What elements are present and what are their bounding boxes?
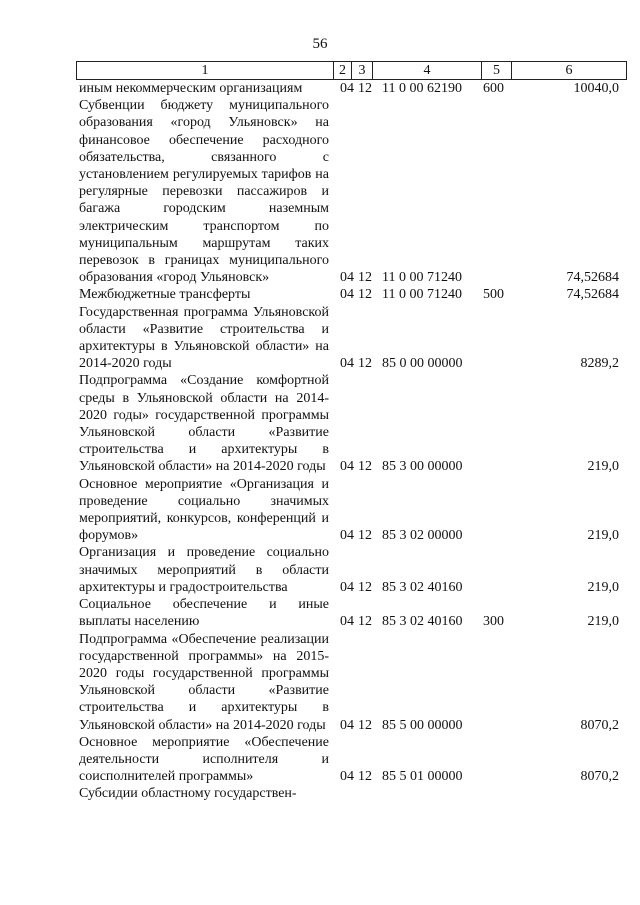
row-subsection: 12 xyxy=(358,769,372,785)
row-amount: 10040,0 xyxy=(573,81,619,96)
row-section: 04 xyxy=(340,579,354,595)
row-amount: 8289,2 xyxy=(580,356,619,372)
row-target-code: 85 3 00 00000 xyxy=(382,459,463,475)
row-target-code: 11 0 00 62190 xyxy=(382,81,462,96)
row-target-code: 85 3 02 00000 xyxy=(382,528,463,544)
row-subsection: 12 xyxy=(358,356,372,372)
table-row xyxy=(79,785,619,802)
row-description: Социальное обеспечение и иные выплаты населению xyxy=(79,597,329,630)
row-description: Межбюджетные трансферты xyxy=(79,287,251,303)
row-description: Государственная программа Ульяновской области «Развитие строительства и архитектуры в Ульяновской области» на 2014-2020 годы xyxy=(79,304,329,372)
row-expense-type: 600 xyxy=(483,81,504,96)
col-4-header: 4 xyxy=(373,62,482,80)
row-subsection: 12 xyxy=(358,579,372,595)
row-description: Основное мероприятие «Обеспечение деятельности исполнителя и соисполнителей программы» xyxy=(79,734,329,785)
row-description: Основное мероприятие «Организация и проведение социально значимых мероприятий, конкурсов, конференций и форумов» xyxy=(79,476,329,544)
row-amount: 74,52684 xyxy=(566,287,619,303)
row-amount: 74,52684 xyxy=(566,270,619,286)
row-section: 04 xyxy=(340,528,354,544)
col-5-header: 5 xyxy=(482,62,512,80)
row-section: 04 xyxy=(340,614,354,630)
row-description: Субсидии областному государствен- xyxy=(79,786,297,802)
row-section: 04 xyxy=(340,769,354,785)
row-section: 04 xyxy=(340,356,354,372)
row-description: иным некоммерческим организациям xyxy=(79,81,303,96)
row-target-code: 11 0 00 71240 xyxy=(382,287,462,303)
col-6-header: 6 xyxy=(512,62,627,80)
row-subsection: 12 xyxy=(358,717,372,733)
row-amount: 8070,2 xyxy=(580,769,619,785)
row-section: 04 xyxy=(340,287,354,303)
table-header xyxy=(76,61,627,80)
row-section: 04 xyxy=(340,717,354,733)
row-amount: 8070,2 xyxy=(580,717,619,733)
row-subsection: 12 xyxy=(358,81,372,96)
table-row xyxy=(79,80,619,97)
row-description: Субвенции бюджету муниципального образования «город Ульяновск» на финансовое обеспечение расходного обязательства, связанного с установлением регулируемых тарифов на регулярные перевозки пассажиров и багажа городским наземным электрическим транспортом по муниципальным маршрутам таких перевозок в границах муниципального образования «город Ульяновск» xyxy=(79,98,329,286)
table-row xyxy=(79,631,619,734)
row-section: 04 xyxy=(340,270,354,286)
table-row xyxy=(79,596,619,630)
row-description: Подпрограмма «Создание комфортной среды в Ульяновской области на 2014-2020 годы» государственной программы Ульяновской области «Развитие строительства и архитектуры в Ульяновской области» на 2014-2020 годы xyxy=(79,373,329,475)
table-row xyxy=(79,372,619,475)
row-target-code: 85 5 01 00000 xyxy=(382,769,463,785)
page-number: 56 xyxy=(312,36,328,52)
row-target-code: 11 0 00 71240 xyxy=(382,270,462,286)
row-subsection: 12 xyxy=(358,270,372,286)
col-1-header: 1 xyxy=(77,62,334,80)
row-amount: 219,0 xyxy=(587,459,619,475)
table-row xyxy=(79,97,619,286)
row-expense-type: 300 xyxy=(483,614,504,630)
table-row xyxy=(79,286,619,303)
row-target-code: 85 3 02 40160 xyxy=(382,579,463,595)
row-amount: 219,0 xyxy=(587,579,619,595)
row-description: Организация и проведение социально значимых мероприятий в области архитектуры и градостроительства xyxy=(79,545,329,595)
row-section: 04 xyxy=(340,81,354,96)
row-target-code: 85 5 00 00000 xyxy=(382,717,463,733)
row-subsection: 12 xyxy=(358,528,372,544)
row-target-code: 85 0 00 00000 xyxy=(382,356,463,372)
row-subsection: 12 xyxy=(358,614,372,630)
table-row xyxy=(79,734,619,786)
row-subsection: 12 xyxy=(358,459,372,475)
row-target-code: 85 3 02 40160 xyxy=(382,614,463,630)
row-section: 04 xyxy=(340,459,354,475)
col-3-header: 3 xyxy=(352,62,373,80)
row-amount: 219,0 xyxy=(587,614,619,630)
col-2-header: 2 xyxy=(334,62,352,80)
table-row xyxy=(79,476,619,545)
row-expense-type: 500 xyxy=(483,287,504,303)
row-amount: 219,0 xyxy=(587,528,619,544)
budget-table-body xyxy=(79,80,619,803)
row-subsection: 12 xyxy=(358,287,372,303)
row-description: Подпрограмма «Обеспечение реализации государственной программы» на 2015-2020 годы государственной программы Ульяновской области «Развитие строительства и архитектуры в Ульяновской области» на 2014-2020 годы xyxy=(79,631,329,733)
table-row xyxy=(79,304,619,373)
table-row xyxy=(79,544,619,596)
